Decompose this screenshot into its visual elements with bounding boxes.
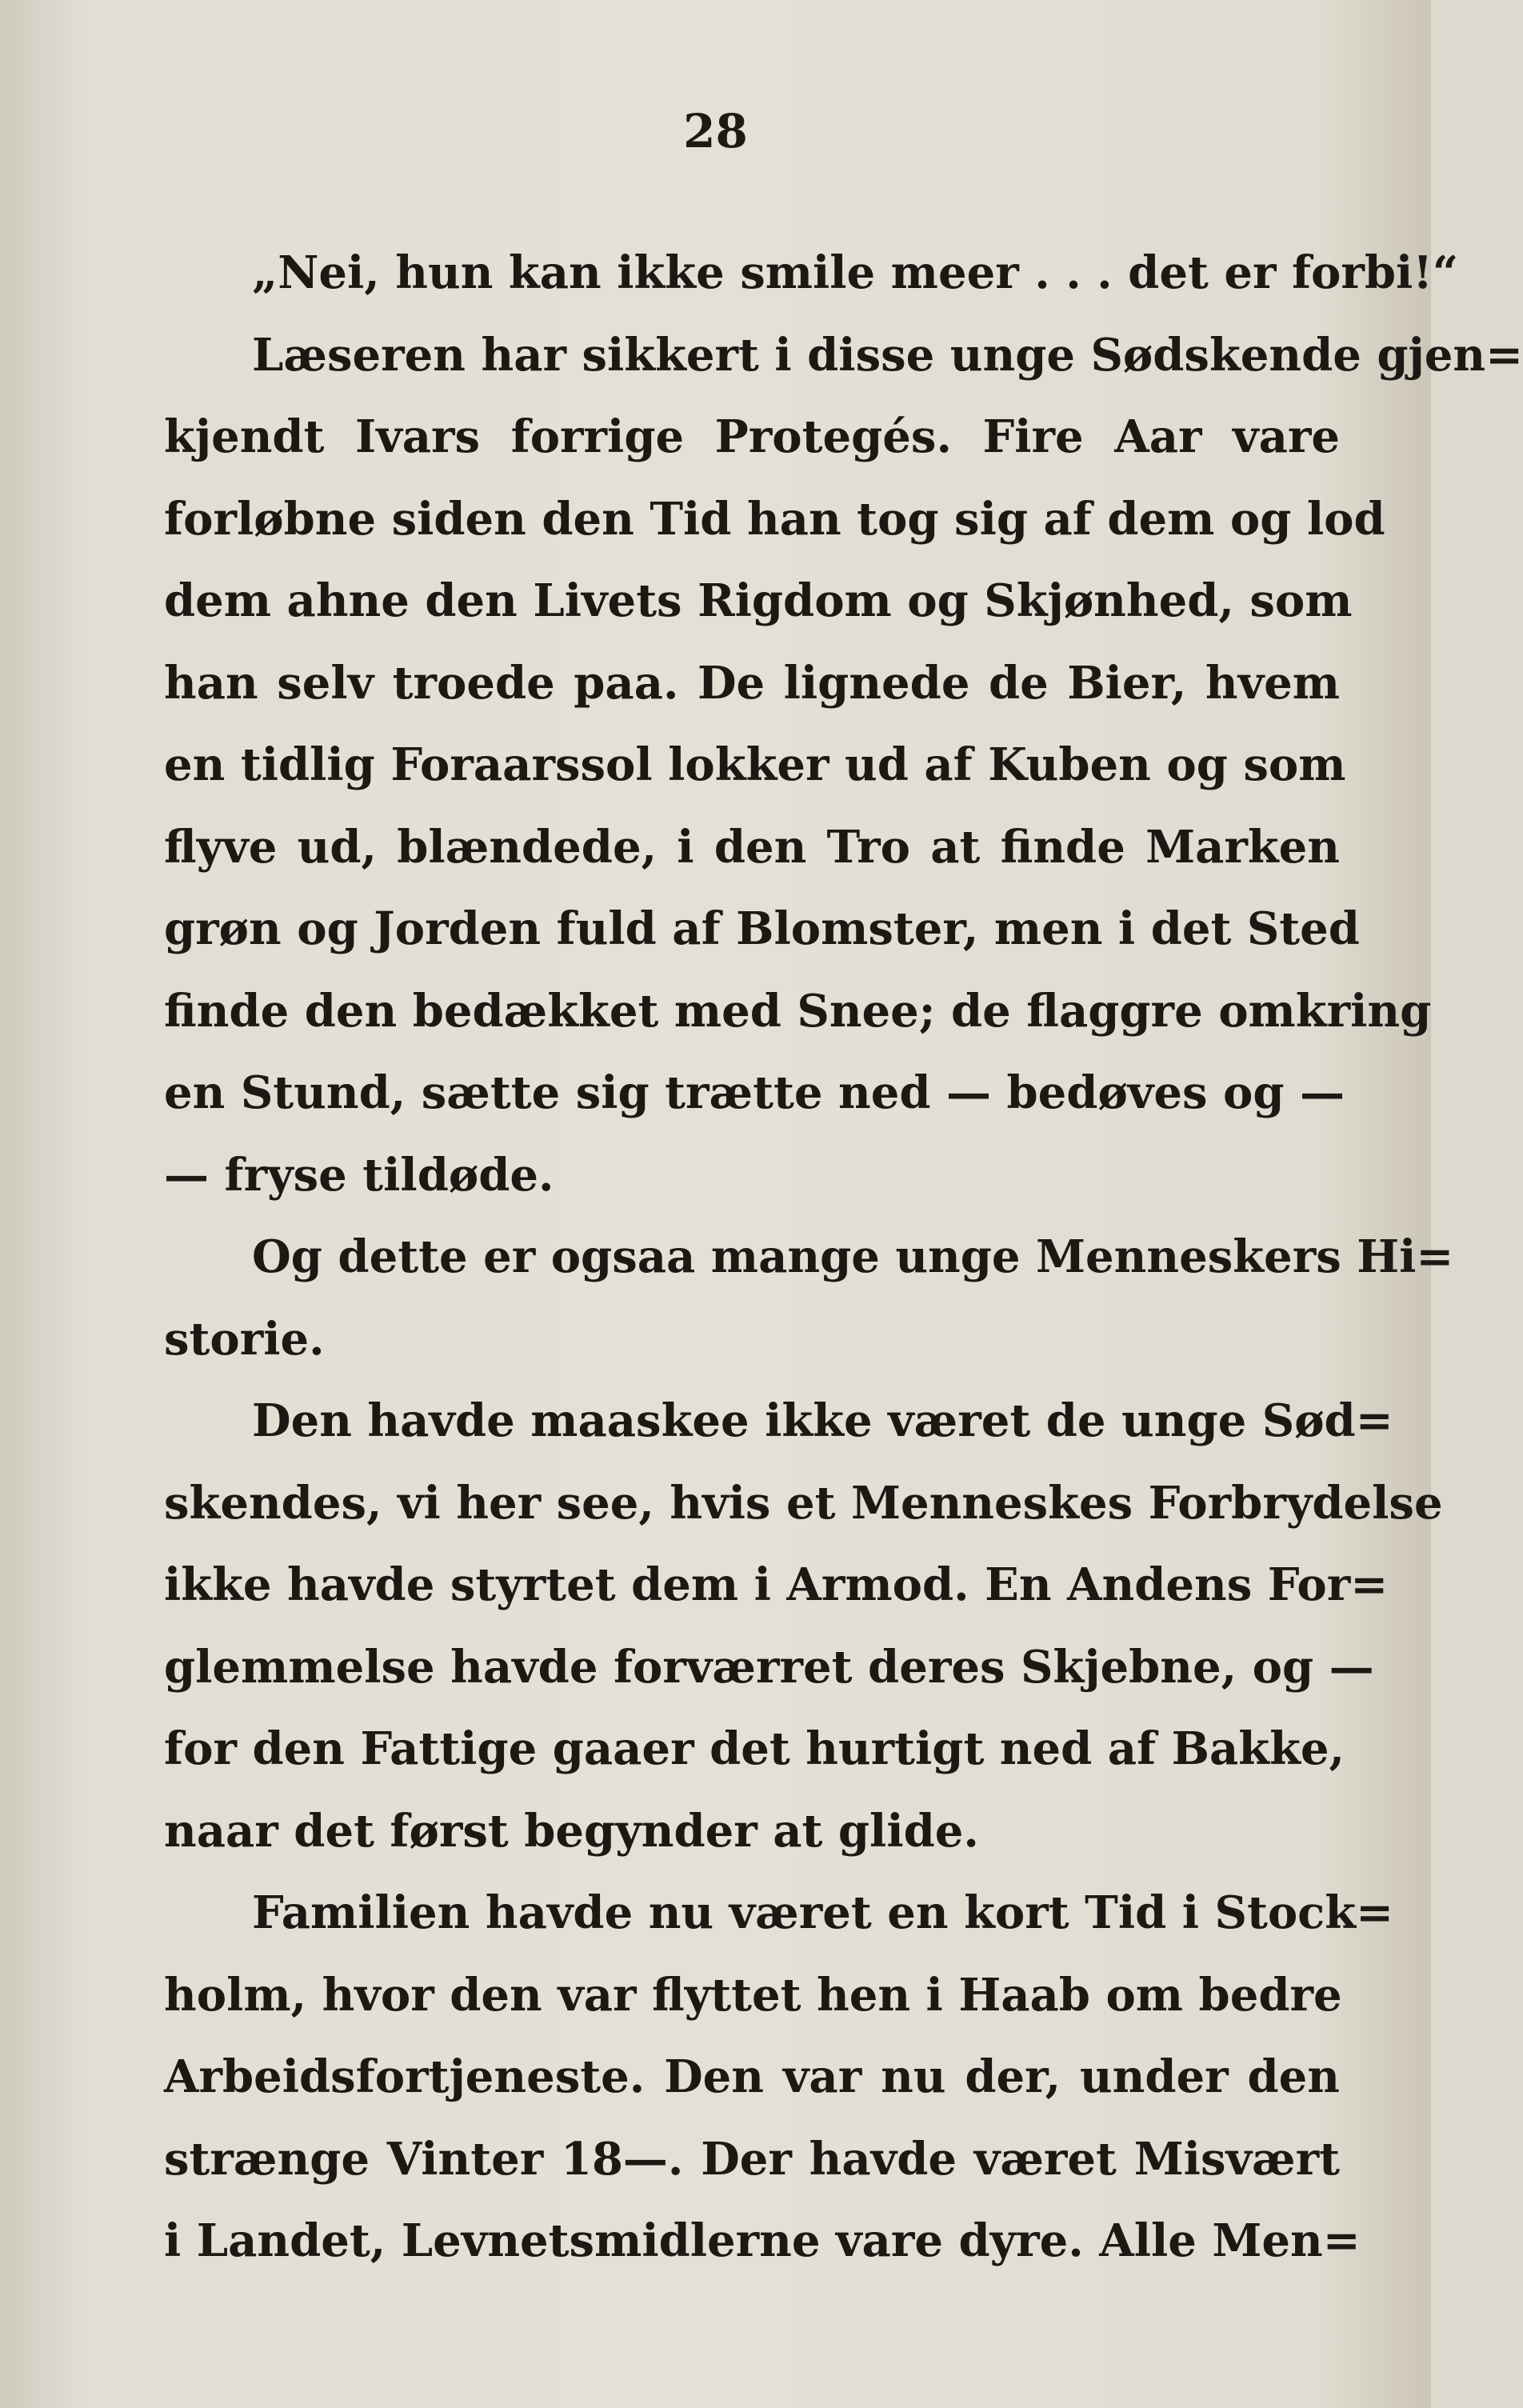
text-line: dem ahne den Livets Rigdom og Skjønhed, som [164, 574, 1353, 627]
text-line: ikke havde styrtet dem i Armod. En Andens For= [164, 1558, 1389, 1611]
text-line: naar det først begynder at glide. [164, 1804, 979, 1858]
text-line: grøn og Jorden fuld af Blomster, men i det Sted [164, 902, 1360, 955]
text-line: Læseren har sikkert i disse unge Sødskende gjen= [252, 328, 1523, 382]
text-line: han selv troede paa. De lignede de Bier, hvem [164, 656, 1340, 710]
text-line: — fryse tildøde. [164, 1148, 554, 1202]
text-line: Og dette er ogsaa mange unge Menneskers Hi= [252, 1230, 1454, 1283]
page-number: 28 [683, 104, 748, 158]
text-line: glemmelse havde forværret deres Skjebne, og — [164, 1640, 1374, 1694]
text-line: Familien havde nu været en kort Tid i Stock= [252, 1886, 1393, 1939]
text-line: skendes, vi her see, hvis et Menneskes Forbrydelse [164, 1476, 1443, 1530]
text-line: flyve ud, blændede, i den Tro at finde Marken [164, 820, 1340, 874]
text-line: holm, hvor den var flyttet hen i Haab om bedre [164, 1968, 1342, 2022]
text-line: „Nei, hun kan ikke smile meer . . . det er forbi!“ [252, 246, 1459, 299]
text-line: kjendt Ivars forrige Protegés. Fire Aar vare [164, 410, 1340, 463]
text-line: strænge Vinter 18—. Der havde været Misvært [164, 2132, 1340, 2186]
body-text [164, 232, 1523, 2282]
text-line: finde den bedækket med Snee; de flaggre omkring [164, 984, 1432, 1038]
text-line: i Landet, Levnetsmidlerne vare dyre. Alle Men= [164, 2214, 1361, 2267]
text-line: Arbeidsfortjeneste. Den var nu der, under den [164, 2050, 1340, 2103]
text-line: storie. [164, 1312, 325, 1366]
text-line: for den Fattige gaaer det hurtigt ned af Bakke, [164, 1722, 1345, 1775]
text-line: en tidlig Foraarssol lokker ud af Kuben og som [164, 738, 1346, 791]
text-line: Den havde maaskee ikke været de unge Sød= [252, 1394, 1393, 1447]
text-line: en Stund, sætte sig trætte ned — bedøves og — [164, 1066, 1345, 1119]
text-line: forløbne siden den Tid han tog sig af dem og lod [164, 492, 1385, 546]
